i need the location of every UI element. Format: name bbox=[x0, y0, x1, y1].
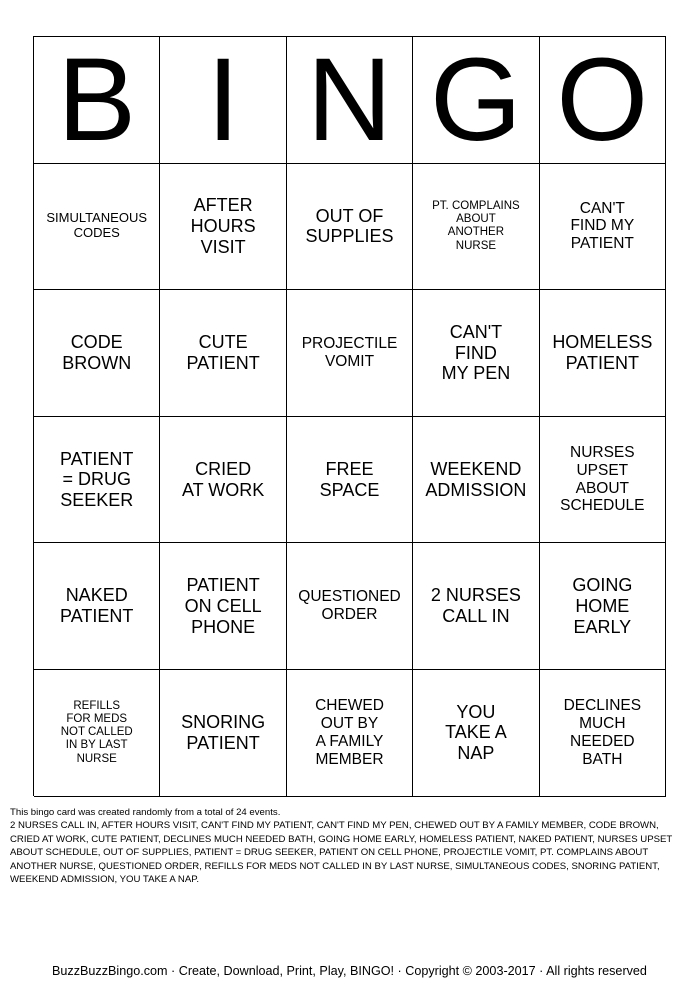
bingo-cell-text: SNORING PATIENT bbox=[181, 712, 266, 753]
bingo-cell bbox=[540, 164, 666, 291]
bingo-cell-text: CODE BROWN bbox=[62, 332, 132, 373]
bingo-cell bbox=[160, 543, 286, 670]
bingo-cell-text: CAN'T FIND MY PATIENT bbox=[570, 199, 635, 253]
bingo-cell bbox=[34, 417, 160, 544]
bingo-cell-text: PATIENT ON CELL PHONE bbox=[184, 575, 262, 637]
bingo-cell-text: SIMULTANEOUS CODES bbox=[46, 210, 148, 241]
header-cell-o bbox=[540, 37, 666, 164]
bingo-cell bbox=[413, 670, 539, 797]
header-cell-g bbox=[413, 37, 539, 164]
bingo-cell-text: PATIENT = DRUG SEEKER bbox=[60, 448, 134, 510]
bingo-row bbox=[34, 417, 666, 544]
note-event-list: 2 NURSES CALL IN, AFTER HOURS VISIT, CAN'T FIND MY PATIENT, CAN'T FIND MY PEN, CHEWED OUT BY A FAMILY MEMBER, CODE BROWN, CRIED AT WORK, CUTE PATIENT, DECLINES MUCH NEEDED BATH, GOING HOME EARLY, HOMELESS PATIENT, NAKED PATIENT, NURSES UPSET ABOUT SCHEDULE, OUT OF SUPPLIES, PATIENT = DRUG SEEKER, PATIENT ON CELL PHONE, PROJECTILE VOMIT, PT. COMPLAINS ABOUT ANOTHER NURSE, QUESTIONED ORDER, REFILLS FOR MEDS NOT CALLED IN BY LAST NURSE, SIMULTANEOUS CODES, SNORING PATIENT, WEEKEND ADMISSION, YOU TAKE A NAP. bbox=[10, 820, 673, 886]
bingo-cell-text: REFILLS FOR MEDS NOT CALLED IN BY LAST NURSE bbox=[60, 699, 133, 765]
bingo-cell-text: OUT OF SUPPLIES bbox=[305, 205, 394, 247]
bingo-cell-text: NURSES UPSET ABOUT SCHEDULE bbox=[560, 443, 645, 515]
bingo-row bbox=[34, 670, 666, 797]
bingo-cell-text: FREE SPACE bbox=[319, 458, 380, 500]
bingo-cell bbox=[34, 670, 160, 797]
bingo-cell bbox=[287, 543, 413, 670]
bingo-cell bbox=[540, 670, 666, 797]
bingo-cell-text: HOMELESS PATIENT bbox=[552, 332, 653, 373]
bingo-cell bbox=[287, 290, 413, 417]
bingo-cell-text: 2 NURSES CALL IN bbox=[430, 585, 521, 627]
bingo-cell bbox=[413, 417, 539, 544]
bingo-row bbox=[34, 543, 666, 670]
header-letter: N bbox=[306, 37, 393, 164]
bingo-cell-text: DECLINES MUCH NEEDED BATH bbox=[563, 697, 642, 768]
bingo-cell-text: PT. COMPLAINS ABOUT ANOTHER NURSE bbox=[432, 199, 520, 252]
bingo-cell bbox=[287, 164, 413, 291]
bingo-cell-text: CRIED AT WORK bbox=[181, 458, 265, 500]
header-cell-b bbox=[34, 37, 160, 164]
bingo-cell-text: CHEWED OUT BY A FAMILY MEMBER bbox=[315, 697, 384, 768]
bingo-cell-text: NAKED PATIENT bbox=[60, 585, 134, 627]
header-cell-n bbox=[287, 37, 413, 164]
bingo-header-row bbox=[34, 37, 666, 164]
header-cell-i bbox=[160, 37, 286, 164]
card-note bbox=[10, 806, 690, 886]
bingo-cell bbox=[413, 164, 539, 291]
bingo-cell-text: PROJECTILE VOMIT bbox=[301, 335, 398, 370]
bingo-cell bbox=[34, 290, 160, 417]
header-letter: G bbox=[430, 37, 522, 164]
bingo-cell bbox=[287, 670, 413, 797]
footer-copyright: BuzzBuzzBingo.com · Create, Download, Print, Play, BINGO! · Copyright © 2003-2017 · All rights reserved bbox=[52, 964, 647, 978]
bingo-cell bbox=[413, 543, 539, 670]
bingo-card bbox=[33, 36, 666, 796]
bingo-cell bbox=[34, 164, 160, 291]
bingo-cell bbox=[160, 417, 286, 544]
bingo-cell-text: YOU TAKE A NAP bbox=[445, 701, 507, 764]
header-letter: B bbox=[57, 37, 137, 164]
bingo-cell bbox=[540, 543, 666, 670]
note-summary: This bingo card was created randomly from a total of 24 events. bbox=[10, 807, 281, 818]
bingo-cell bbox=[540, 417, 666, 544]
header-letter: O bbox=[556, 37, 649, 164]
header-letter: I bbox=[206, 37, 240, 164]
bingo-cell-text: CUTE PATIENT bbox=[186, 332, 260, 373]
bingo-cell-text: GOING HOME EARLY bbox=[572, 575, 633, 637]
bingo-cell bbox=[287, 417, 413, 544]
bingo-cell-text: AFTER HOURS VISIT bbox=[190, 195, 256, 257]
bingo-cell bbox=[34, 543, 160, 670]
bingo-cell bbox=[160, 670, 286, 797]
bingo-row bbox=[34, 164, 666, 291]
bingo-cell-text: WEEKEND ADMISSION bbox=[425, 458, 527, 500]
bingo-cell bbox=[413, 290, 539, 417]
bingo-cell bbox=[160, 164, 286, 291]
bingo-row bbox=[34, 290, 666, 417]
bingo-cell bbox=[160, 290, 286, 417]
bingo-cell-text: CAN'T FIND MY PEN bbox=[441, 321, 511, 384]
bingo-cell-text: QUESTIONED ORDER bbox=[298, 588, 401, 624]
bingo-cell bbox=[540, 290, 666, 417]
